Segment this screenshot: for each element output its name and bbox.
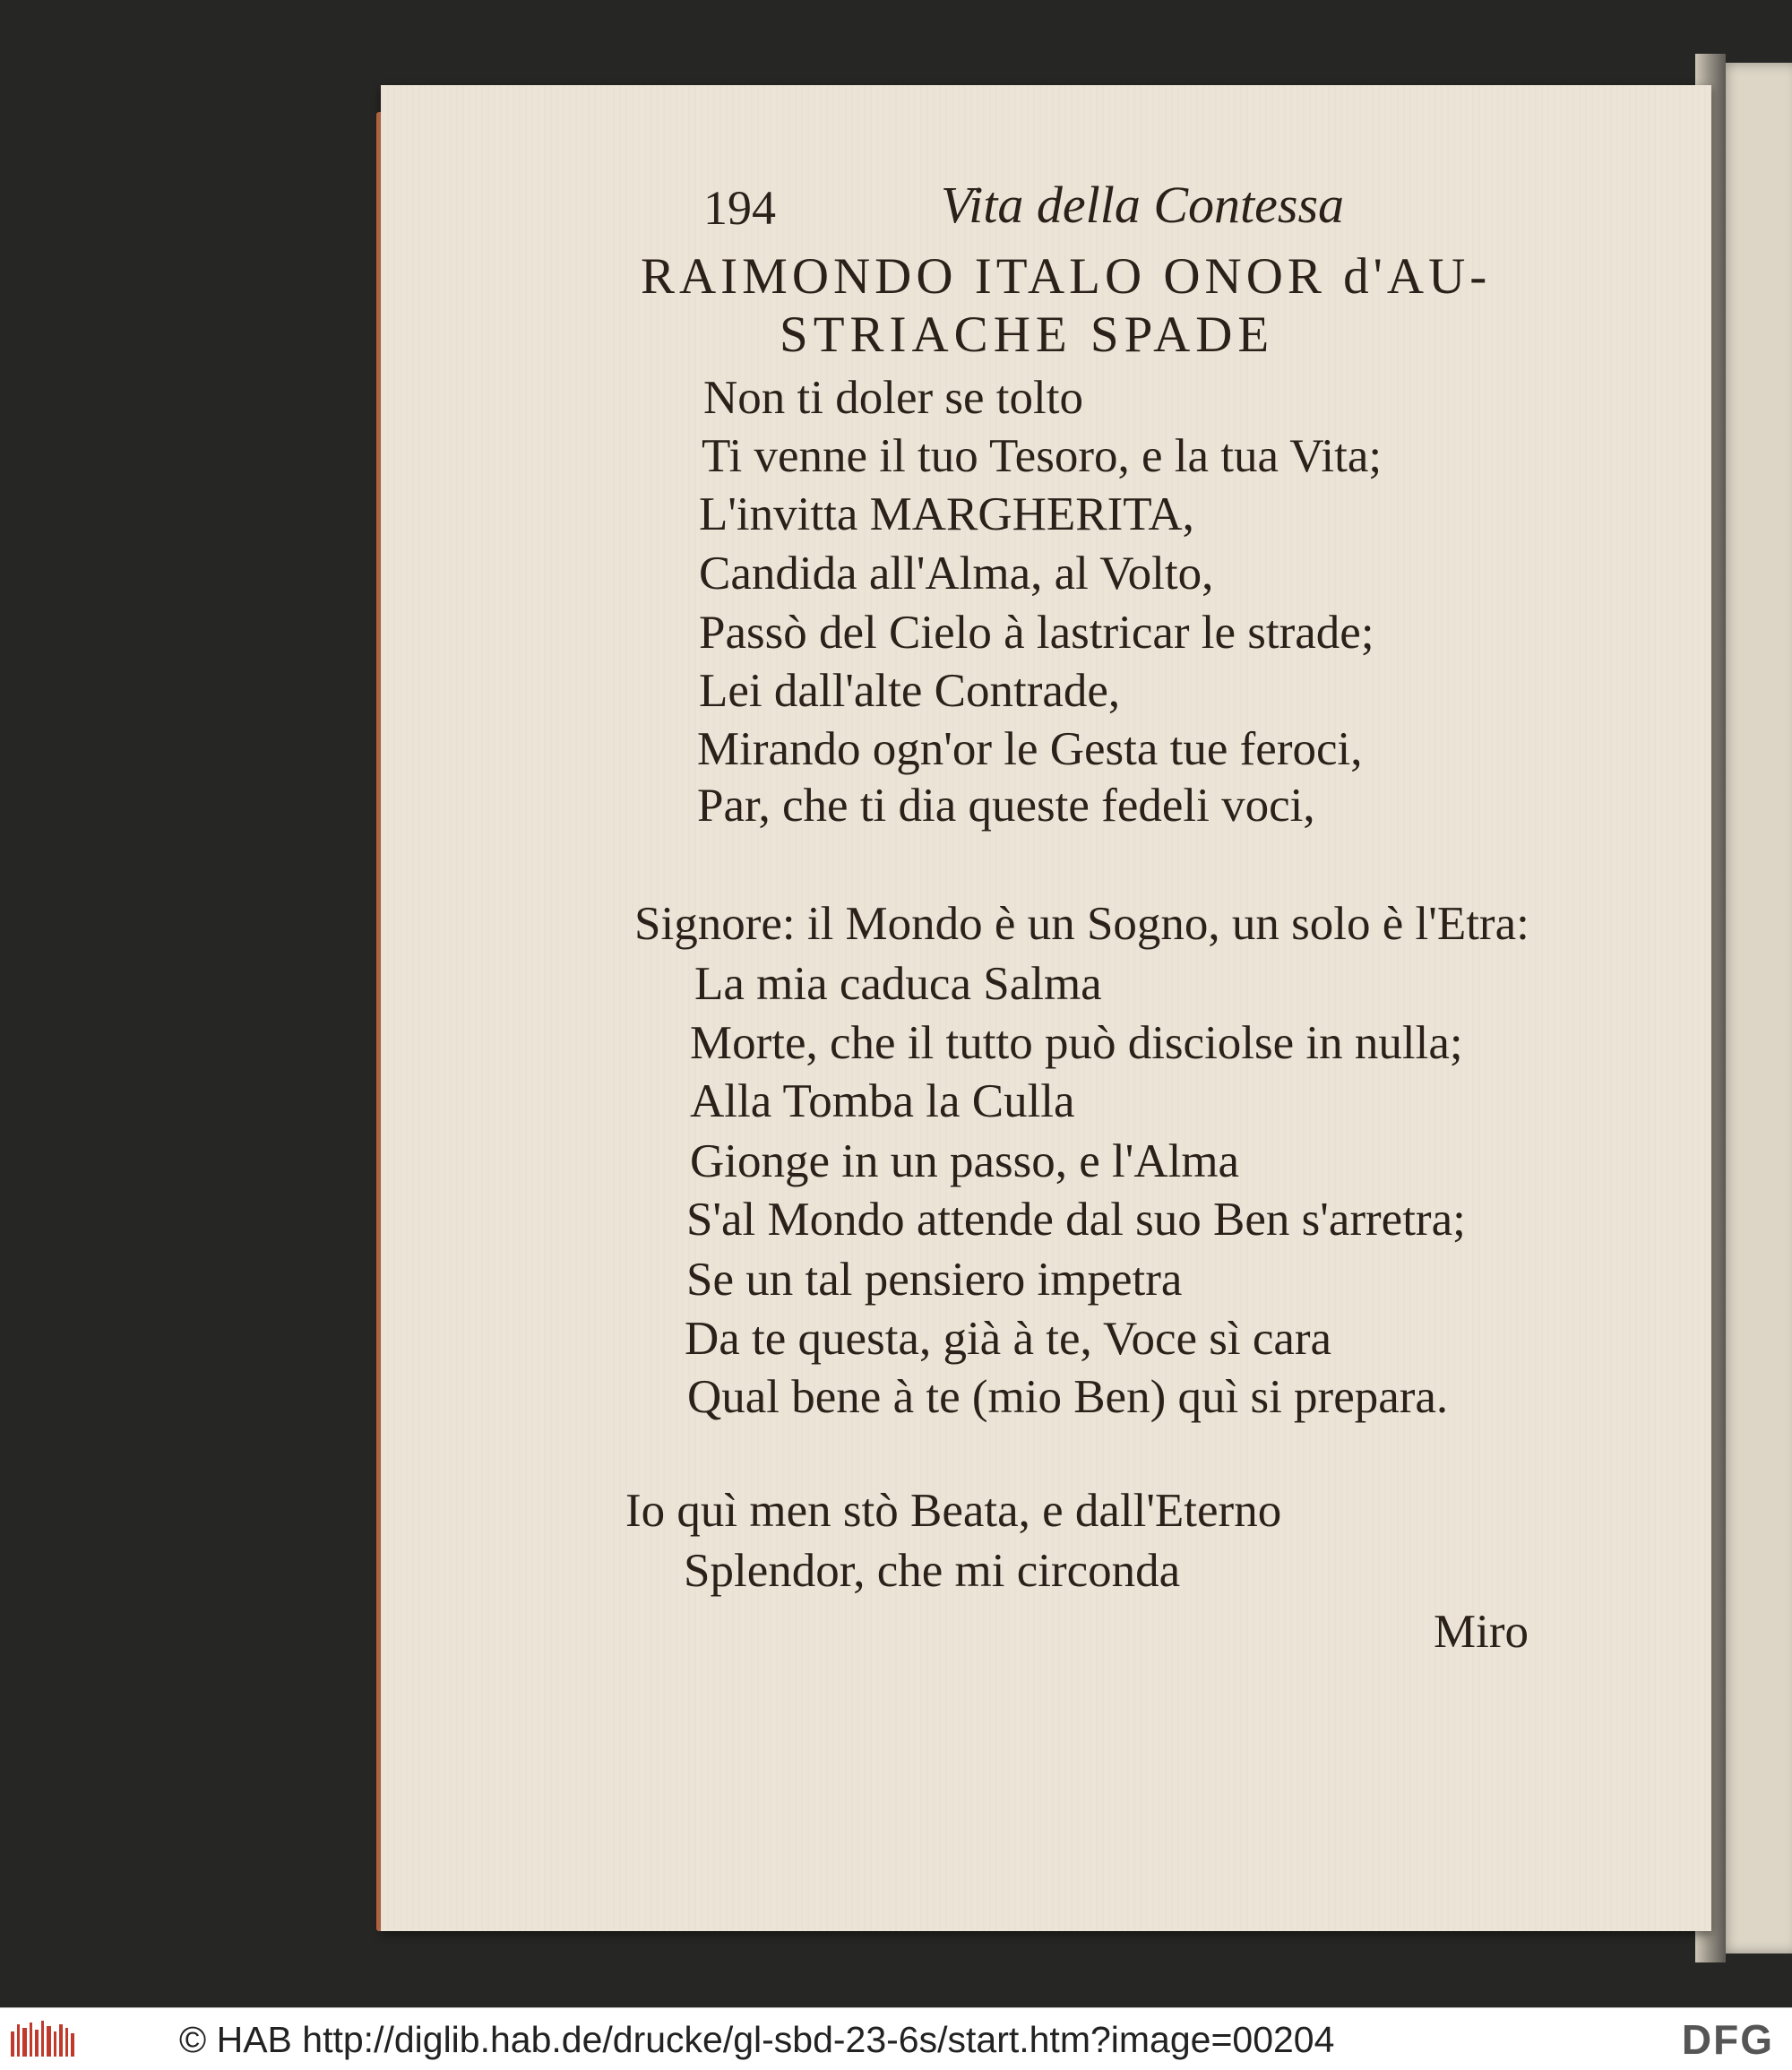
- verse-line: Passò del Cielo à lastricar le strade;: [699, 607, 1374, 659]
- verse-line: Par, che ti dia queste fedeli voci,: [697, 780, 1315, 832]
- dfg-logo: DFG: [1681, 2016, 1774, 2063]
- verse-line: Splendor, che mi circonda: [684, 1545, 1181, 1597]
- verse-line: L'invitta MARGHERITA,: [699, 488, 1194, 540]
- verse-line: Signore: il Mondo è un Sogno, un solo è l'Etra:: [634, 898, 1529, 950]
- title-line-1: RAIMONDO ITALO ONOR d'AU-: [641, 248, 1492, 305]
- catchword: Miro: [1434, 1606, 1529, 1658]
- verse-line: La mia caduca Salma: [694, 958, 1102, 1010]
- verse-line: Mirando ogn'or le Gesta tue feroci,: [697, 723, 1363, 775]
- verse-line: Lei dall'alte Contrade,: [699, 665, 1121, 717]
- footer-bar: [0, 2007, 1792, 2070]
- facing-page-edge: [1719, 63, 1792, 1954]
- title-line-2: STRIACHE SPADE: [780, 306, 1275, 363]
- verse-line: Qual bene à te (mio Ben) quì si prepara.: [687, 1371, 1449, 1423]
- verse-line: Io quì men stò Beata, e dall'Eterno: [625, 1485, 1282, 1537]
- verse-line: Da te questa, già à te, Voce sì cara: [685, 1313, 1332, 1365]
- verse-line: Morte, che il tutto può disciolse in nulla;: [690, 1017, 1463, 1069]
- verse-line: Gionge in un passo, e l'Alma: [690, 1135, 1240, 1187]
- verse-line: Non ti doler se tolto: [703, 372, 1083, 424]
- verse-line: Alla Tomba la Culla: [690, 1075, 1075, 1127]
- verse-line: S'al Mondo attende dal suo Ben s'arretra;: [686, 1194, 1466, 1246]
- copyright-url[interactable]: © HAB http://diglib.hab.de/drucke/gl-sbd-23-6s/start.htm?image=00204: [179, 2019, 1335, 2060]
- running-head: Vita della Contessa: [941, 176, 1345, 234]
- verse-line: Ti venne il tuo Tesoro, e la tua Vita;: [702, 430, 1383, 482]
- library-logo-icon: [11, 2019, 75, 2060]
- page-number: 194: [703, 181, 776, 235]
- verse-line: Se un tal pensiero impetra: [686, 1254, 1183, 1306]
- verse-line: Candida all'Alma, al Volto,: [699, 548, 1214, 599]
